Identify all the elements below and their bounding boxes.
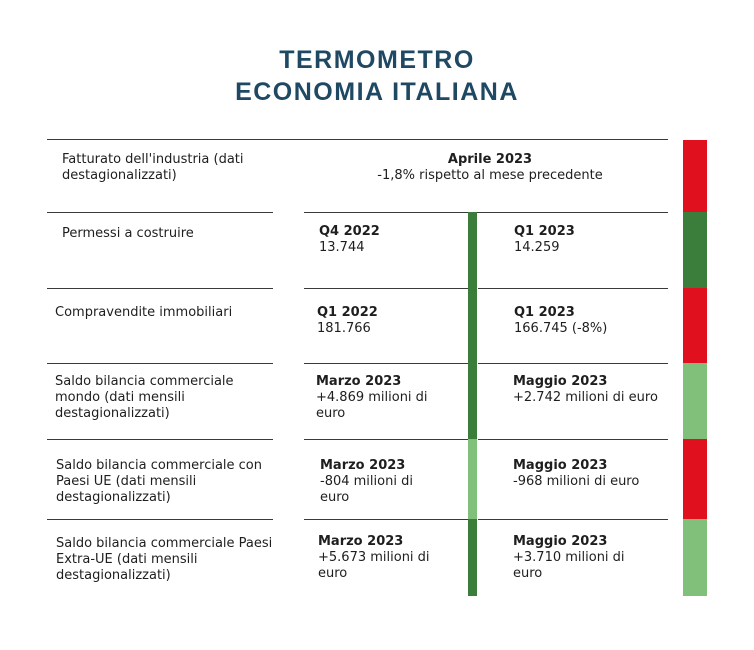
row-separator [47, 439, 273, 440]
row-separator [304, 363, 468, 364]
row-separator [304, 519, 468, 520]
divider-bar-row-4 [468, 363, 477, 439]
row-separator [478, 288, 668, 289]
row-separator [47, 212, 273, 213]
row-label: Permessi a costruire [62, 226, 194, 241]
row-separator [47, 288, 273, 289]
indicator-bar-row-6 [683, 519, 707, 596]
row-separator [304, 212, 668, 213]
value-text: +5.673 milioni di euro [318, 550, 430, 581]
row-separator [478, 519, 668, 520]
period-label: Maggio 2023 [513, 458, 608, 473]
value-text: 13.744 [319, 240, 365, 255]
value-text: -968 milioni di euro [513, 474, 640, 489]
value-text: 181.766 [317, 321, 371, 336]
period-label: Maggio 2023 [513, 374, 608, 389]
title-line-1: TERMOMETRO [279, 46, 475, 74]
indicator-bar-row-4 [683, 363, 707, 439]
period-label: Q1 2023 [514, 305, 575, 320]
row-label: Compravendite immobiliari [55, 305, 233, 320]
period-label: Marzo 2023 [320, 458, 406, 473]
period-label: Marzo 2023 [318, 534, 404, 549]
row-label: Saldo bilancia commerciale Paesi Extra-UE (dati mensili destagionalizzati) [56, 536, 273, 583]
value-text: 14.259 [514, 240, 560, 255]
value-text: +4.869 milioni di euro [316, 390, 428, 421]
indicator-bar-row-3 [683, 288, 707, 363]
value-text: +2.742 milioni di euro [513, 390, 658, 405]
row-separator [47, 139, 668, 140]
row-separator [304, 288, 468, 289]
period-label: Q4 2022 [319, 224, 380, 239]
divider-bar-row-3 [468, 288, 477, 363]
value-text: +3.710 milioni di euro [513, 550, 625, 581]
divider-bar-row-2 [468, 212, 477, 288]
indicator-bar-row-5 [683, 439, 707, 519]
period-label: Q1 2023 [514, 224, 575, 239]
period-label: Maggio 2023 [513, 534, 608, 549]
row-label: Saldo bilancia commerciale mondo (dati mensili destagionalizzati) [55, 374, 234, 421]
row-label: Saldo bilancia commerciale con Paesi UE (dati mensili destagionalizzati) [56, 458, 263, 505]
row-separator [304, 439, 468, 440]
period-label: Q1 2022 [317, 305, 378, 320]
row-separator [47, 519, 273, 520]
period-label: Aprile 2023 [447, 152, 533, 167]
row-separator [478, 363, 668, 364]
value-text: -1,8% rispetto al mese precedente [377, 168, 603, 183]
row-separator [478, 439, 668, 440]
divider-bar-row-5 [468, 439, 477, 519]
indicator-bar-row-2 [683, 212, 707, 288]
value-text: -804 milioni di euro [320, 474, 413, 505]
period-label: Marzo 2023 [316, 374, 402, 389]
divider-bar-row-6 [468, 519, 477, 596]
row-label: Fatturato dell'industria (dati destagionalizzati) [62, 152, 244, 183]
value-text: 166.745 (-8%) [514, 321, 608, 336]
row-separator [47, 363, 273, 364]
title-line-2: ECONOMIA ITALIANA [235, 78, 519, 106]
indicator-bar-row-1 [683, 140, 707, 212]
